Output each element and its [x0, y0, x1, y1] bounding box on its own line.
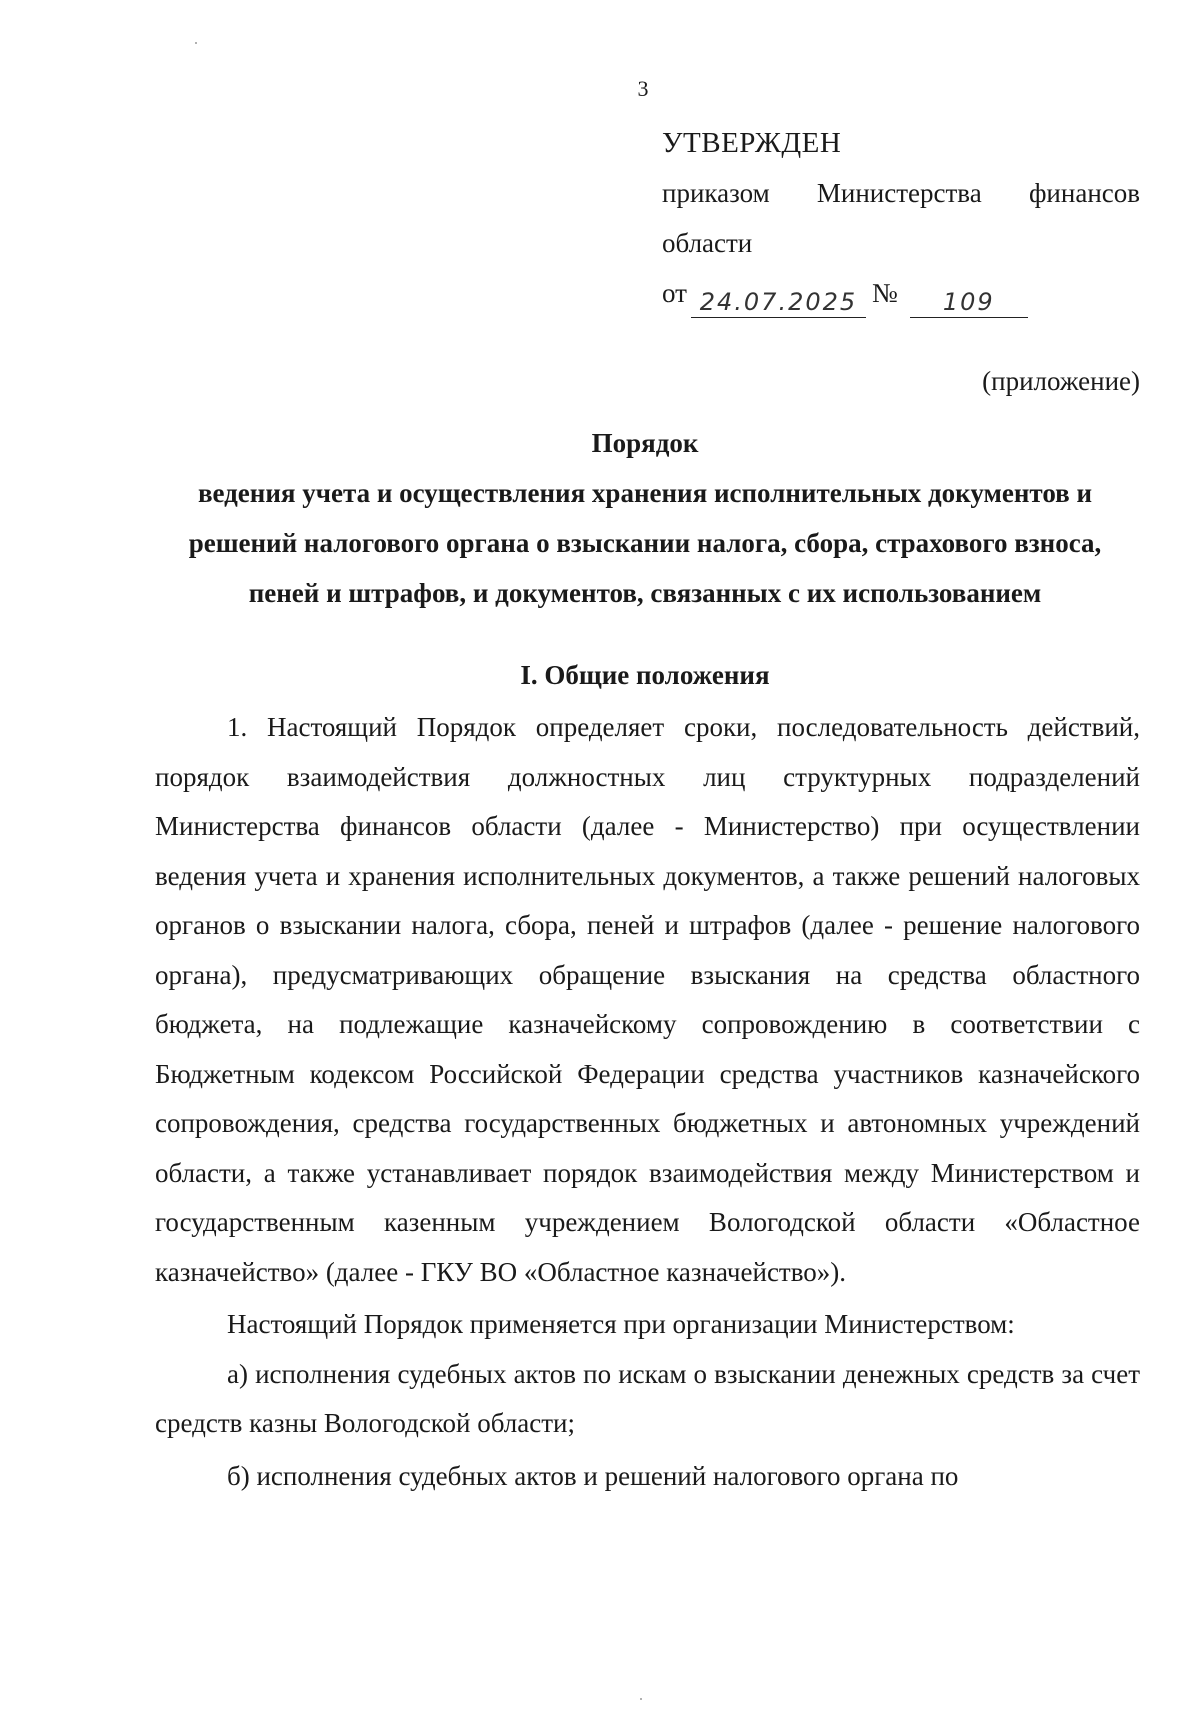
paragraph: Настоящий Порядок применяется при организации Министерством: [227, 1309, 1015, 1339]
approval-word: приказом [662, 178, 770, 208]
approval-order-line [662, 168, 1140, 218]
page-number: 3 [637, 76, 649, 101]
handwritten-date: 24.07.2025 [691, 287, 866, 318]
paragraph: а) исполнения судебных актов по искам о взыскании денежных средств за счет средств казны Вологодской области; [155, 1358, 1140, 1438]
approval-block [662, 118, 1140, 318]
title-line: ведения учета и осуществления хранения исполнительных документов и [197, 478, 1093, 508]
number-prefix: № [871, 278, 898, 308]
title-main: Порядок [591, 428, 699, 458]
approval-word: Министерства [816, 178, 982, 208]
title-line: решений налогового органа о взыскании налога, сбора, страхового взноса, [188, 528, 1102, 558]
approval-region-line: области [662, 228, 753, 258]
document-title [150, 418, 1140, 618]
date-prefix: от [662, 278, 687, 308]
paragraph: 1. Настоящий Порядок определяет сроки, последовательность действий, порядок взаимодействия должностных лиц структурных подразделений Министерства финансов области (далее - Министерство) при осуществлении ведения учета и хранения исполнительных документов, а также решений налоговых органов о взыскании налога, сбора, пеней и штрафов (далее - решение налогового органа), предусматривающих обращение взыскания на средства областного бюджета, на подлежащие казначейскому сопровождению в соответствии с Бюджетным кодексом Российской Федерации средства участников казначейского сопровождения, средства государственных бюджетных и автономных учреждений области, а также устанавливает порядок взаимодействия между Министерством и государственным казенным учреждением Вологодской области «Областное казначейство» (далее - ГКУ ВО «Областное казначейство»). [155, 712, 1140, 1287]
handwritten-number: 109 [910, 287, 1028, 318]
document-body [155, 703, 1140, 1501]
approval-date-number-line [662, 268, 1140, 318]
appendix-label: (приложение) [982, 366, 1140, 396]
scan-speck [195, 42, 197, 44]
section-heading: I. Общие положения [520, 660, 770, 690]
approval-word: финансов [1028, 178, 1140, 208]
paragraph: б) исполнения судебных актов и решений налогового органа по [227, 1460, 959, 1491]
approval-heading: УТВЕРЖДЕН [662, 127, 842, 159]
title-line: пеней и штрафов, и документов, связанных с их использованием [248, 578, 1042, 608]
scan-speck [640, 1698, 642, 1700]
